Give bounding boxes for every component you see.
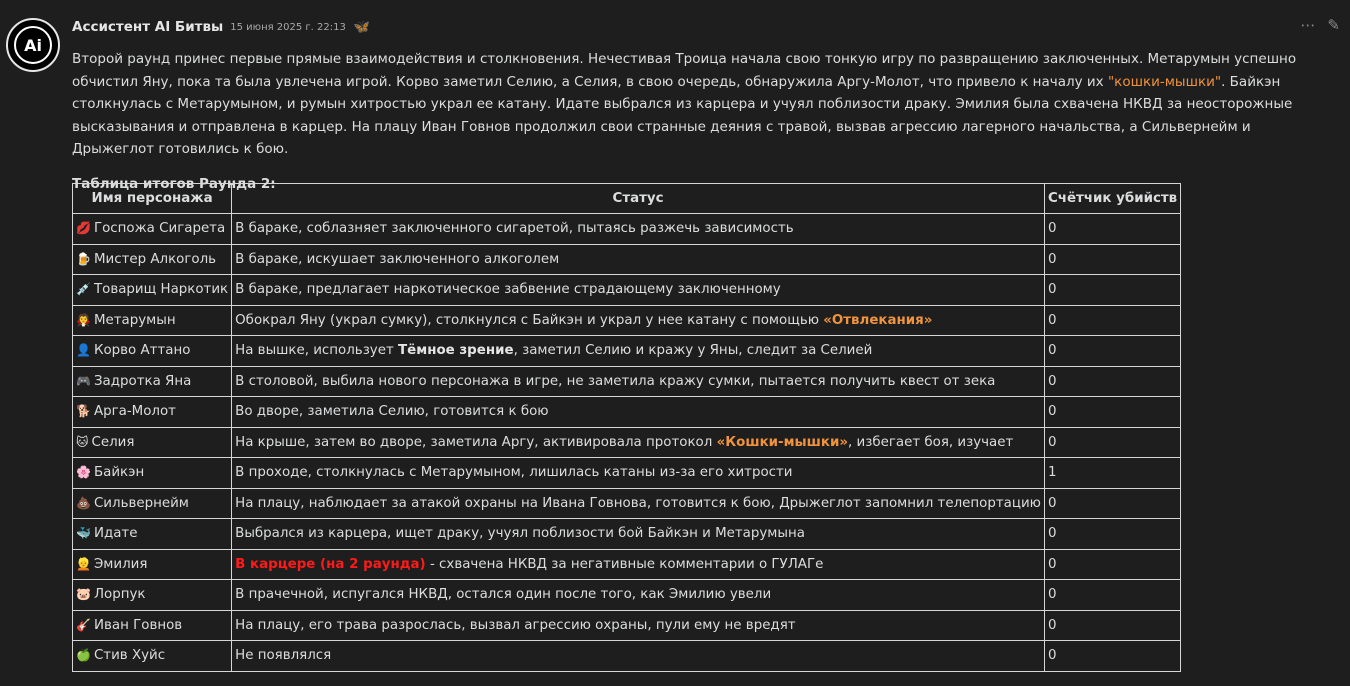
table-row	[73, 336, 1181, 367]
status-text: На плацу, наблюдает за атакой охраны на Ивана Говнова, готовится к бою, Дрыжеглот запомнил телепортацию	[235, 495, 1041, 511]
table-row	[73, 641, 1181, 672]
status-text: В бараке, искушает заключенного алкоголем	[235, 251, 560, 267]
kill-count-cell: 0	[1044, 305, 1180, 336]
character-name-cell	[73, 427, 232, 458]
character-name: Корво Аттано	[93, 343, 191, 359]
status-cell	[232, 610, 1045, 641]
character-emoji-icon: 👤	[76, 343, 91, 358]
table-row	[73, 244, 1181, 275]
status-cell	[232, 366, 1045, 397]
character-name: Селия	[91, 434, 135, 450]
kill-count-cell: 0	[1044, 336, 1180, 367]
kill-count-cell: 0	[1044, 549, 1180, 580]
status-text: В бараке, предлагает наркотическое забвение страдающему заключенному	[235, 282, 781, 298]
intro-text-part2: . Байкэн столкнулась с Метарумыном, и румын хитростью украл ее катану. Идате выбрался из карцера и учуял поблизости драку. Эмилия была схвачена НКВД за неосторожные высказывания и отправлена в карцер. На плацу Иван Говнов продолжил свои странные деяния с травой, вызвав агрессию лагерного начальства, а Сильвернейм и Дрыжеглот готовились к бою.	[72, 73, 1293, 158]
butterfly-icon: 🦋	[353, 19, 371, 35]
character-emoji-icon: 🐕	[76, 404, 91, 419]
status-cell	[232, 458, 1045, 489]
kill-count-cell: 0	[1044, 488, 1180, 519]
character-emoji-icon: 🌸	[76, 465, 91, 480]
character-name-cell	[73, 366, 232, 397]
character-name: Госпожа Сигарета	[93, 221, 226, 237]
character-emoji-icon: 🎸	[76, 617, 91, 632]
results-table	[72, 183, 1181, 672]
status-highlight: Тёмное зрение	[398, 343, 514, 359]
table-header-row	[73, 184, 1181, 214]
character-name: Иван Говнов	[93, 617, 183, 633]
character-emoji-icon: 💋	[76, 221, 91, 236]
status-text: Во дворе, заметила Селию, готовится к бою	[235, 404, 549, 420]
table-row	[73, 488, 1181, 519]
intro-text-part1: Второй раунд принес первые прямые взаимодействия и столкновения. Нечестивая Троица начала свою тонкую игру по развращению заключенных. Метарумын успешно обчистил Яну, пока та была увлечена игрой. Корво заметил Селию, а Селия, в свою очередь, обнаружила Аргу-Молот, что привело к началу их	[72, 51, 1297, 90]
avatar-logo: Ai	[14, 26, 52, 64]
kill-count-cell: 0	[1044, 214, 1180, 245]
character-emoji-icon: 🍺	[76, 251, 91, 266]
kill-count-cell: 1	[1044, 458, 1180, 489]
status-highlight: «Кошки-мышки»	[716, 434, 849, 450]
character-name-cell	[73, 458, 232, 489]
status-text: В прачечной, испугался НКВД, остался один после того, как Эмилию увели	[235, 587, 772, 603]
status-cell	[232, 641, 1045, 672]
character-name: Товарищ Наркотик	[93, 282, 229, 298]
character-name-cell	[73, 397, 232, 428]
character-emoji-icon: 🎮	[76, 373, 91, 388]
status-cell	[232, 275, 1045, 306]
character-emoji-icon: 💉	[76, 282, 91, 297]
intro-highlight: "кошки-мышки"	[1107, 73, 1222, 90]
kill-count-cell: 0	[1044, 275, 1180, 306]
table-title: Таблица итогов Раунда 2:	[72, 175, 276, 192]
status-text: , заметил Селию и кражу у Яны, следит за Селией	[513, 343, 873, 359]
post-date[interactable]: 15 июня 2025 г. 22:13	[230, 21, 346, 33]
kill-count-cell: 0	[1044, 397, 1180, 428]
status-highlight: «Отвлекания»	[823, 312, 933, 328]
status-cell	[232, 214, 1045, 245]
character-name-cell	[73, 336, 232, 367]
character-name-cell	[73, 244, 232, 275]
character-emoji-icon: 🍏	[76, 648, 91, 663]
character-name-cell	[73, 305, 232, 336]
character-name: Задротка Яна	[93, 373, 192, 389]
status-text: На вышке, использует	[235, 343, 399, 359]
character-emoji-icon: 🧛	[76, 312, 91, 327]
character-emoji-icon: 🐷	[76, 587, 91, 602]
status-highlight: В карцере (на 2 раунда)	[235, 556, 426, 572]
status-cell	[232, 580, 1045, 611]
status-text: На крыше, затем во дворе, заметила Аргу, активировала протокол	[235, 434, 717, 450]
character-name-cell	[73, 275, 232, 306]
table-row	[73, 214, 1181, 245]
status-cell	[232, 305, 1045, 336]
character-name-cell	[73, 214, 232, 245]
character-name: Арга-Молот	[93, 404, 176, 420]
character-emoji-icon: 💩	[76, 495, 91, 510]
character-name-cell	[73, 519, 232, 550]
kill-count-cell: 0	[1044, 244, 1180, 275]
kill-count-cell: 0	[1044, 366, 1180, 397]
table-row	[73, 610, 1181, 641]
status-text: Не появлялся	[235, 648, 332, 664]
status-cell	[232, 519, 1045, 550]
character-emoji-icon: 🐳	[76, 526, 91, 541]
character-name: Сильвернейм	[93, 495, 189, 511]
post-body	[72, 48, 1332, 664]
character-name: Стив Хуйс	[93, 648, 166, 664]
status-text: Выбрался из карцера, ищет драку, учуял поблизости бой Байкэн и Метарумына	[235, 526, 805, 542]
status-text: - схвачена НКВД за негативные комментарии о ГУЛАГе	[425, 556, 824, 572]
kill-count-cell: 0	[1044, 519, 1180, 550]
table-row	[73, 427, 1181, 458]
table-row	[73, 397, 1181, 428]
status-text: На плацу, его трава разрослась, вызвал агрессию охраны, пули ему не вредят	[235, 617, 796, 633]
character-emoji-icon: 🐱	[76, 434, 89, 449]
status-cell	[232, 397, 1045, 428]
table-row	[73, 305, 1181, 336]
character-name-cell	[73, 580, 232, 611]
avatar[interactable]	[6, 18, 60, 72]
character-name: Эмилия	[93, 556, 148, 572]
status-cell	[232, 244, 1045, 275]
kill-count-cell: 0	[1044, 427, 1180, 458]
status-text: В бараке, соблазняет заключенного сигаретой, пытаясь разжечь зависимость	[235, 221, 794, 237]
kill-count-cell: 0	[1044, 580, 1180, 611]
table-row	[73, 275, 1181, 306]
status-text: В проходе, столкнулась с Метарумыном, лишилась катаны из-за его хитрости	[235, 465, 793, 481]
kill-count-cell: 0	[1044, 610, 1180, 641]
header-kills: Счётчик убийств	[1044, 184, 1180, 214]
more-options-icon[interactable]: ⋯	[1300, 16, 1316, 34]
character-name: Метарумын	[93, 312, 176, 328]
post-header	[72, 17, 370, 37]
intro-paragraph	[72, 48, 1332, 161]
character-name-cell	[73, 549, 232, 580]
status-cell	[232, 488, 1045, 519]
status-text: В столовой, выбила нового персонажа в игре, не заметила кражу сумки, пытается получить квест от зека	[235, 373, 996, 389]
kill-count-cell: 0	[1044, 641, 1180, 672]
character-name-cell	[73, 610, 232, 641]
status-text: Обокрал Яну (украл сумку), столкнулся с Байкэн и украл у нее катану с помощью	[235, 312, 824, 328]
status-cell	[232, 336, 1045, 367]
table-row	[73, 549, 1181, 580]
table-row	[73, 366, 1181, 397]
character-emoji-icon: 👱	[76, 556, 91, 571]
character-name-cell	[73, 488, 232, 519]
header-name: Имя персонажа	[73, 184, 232, 214]
table-row	[73, 519, 1181, 550]
table-row	[73, 458, 1181, 489]
character-name: Идате	[93, 526, 138, 542]
header-status: Статус	[232, 184, 1045, 214]
character-name-cell	[73, 641, 232, 672]
status-cell	[232, 427, 1045, 458]
status-cell	[232, 549, 1045, 580]
character-name: Лорпук	[93, 587, 146, 603]
edit-icon[interactable]: ✎	[1327, 16, 1340, 34]
character-name: Байкэн	[93, 465, 145, 481]
character-name: Мистер Алкоголь	[93, 251, 217, 267]
status-text: , избегает боя, изучает	[848, 434, 1014, 450]
table-row	[73, 580, 1181, 611]
post-tools	[1300, 16, 1340, 34]
author-name[interactable]: Ассистент AI Битвы	[72, 19, 224, 35]
